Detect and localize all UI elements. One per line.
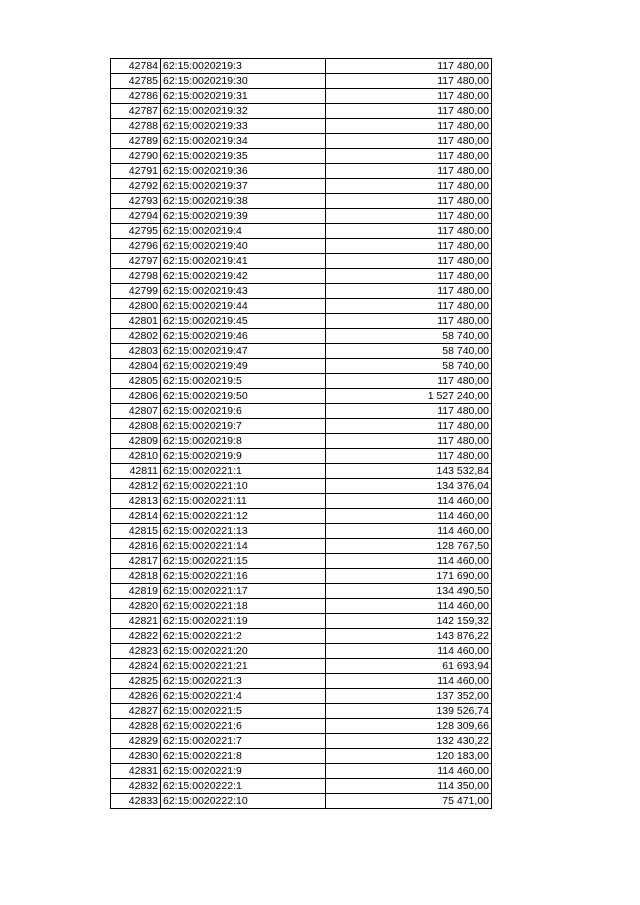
cadastral-number-cell: 62:15:0020219:4 bbox=[161, 224, 326, 239]
row-number-cell: 42812 bbox=[111, 479, 161, 494]
cadastral-number-cell: 62:15:0020219:40 bbox=[161, 239, 326, 254]
row-number-cell: 42792 bbox=[111, 179, 161, 194]
table-row bbox=[111, 524, 492, 539]
row-number-cell: 42799 bbox=[111, 284, 161, 299]
cadastral-number-cell: 62:15:0020222:10 bbox=[161, 794, 326, 809]
cadastral-number-cell: 62:15:0020221:20 bbox=[161, 644, 326, 659]
table-row bbox=[111, 449, 492, 464]
cadastral-value-cell: 117 480,00 bbox=[326, 404, 492, 419]
row-number-cell: 42816 bbox=[111, 539, 161, 554]
row-number-cell: 42814 bbox=[111, 509, 161, 524]
table-row bbox=[111, 479, 492, 494]
table-row bbox=[111, 434, 492, 449]
row-number-cell: 42824 bbox=[111, 659, 161, 674]
cadastral-number-cell: 62:15:0020221:15 bbox=[161, 554, 326, 569]
row-number-cell: 42784 bbox=[111, 59, 161, 74]
cadastral-value-cell: 128 309,66 bbox=[326, 719, 492, 734]
row-number-cell: 42821 bbox=[111, 614, 161, 629]
table-row bbox=[111, 659, 492, 674]
table-row bbox=[111, 599, 492, 614]
cadastral-value-cell: 117 480,00 bbox=[326, 164, 492, 179]
table-row bbox=[111, 284, 492, 299]
cadastral-value-cell: 143 876,22 bbox=[326, 629, 492, 644]
cadastral-number-cell: 62:15:0020219:8 bbox=[161, 434, 326, 449]
cadastral-number-cell: 62:15:0020221:12 bbox=[161, 509, 326, 524]
cadastral-number-cell: 62:15:0020219:38 bbox=[161, 194, 326, 209]
cadastral-value-cell: 117 480,00 bbox=[326, 134, 492, 149]
cadastral-number-cell: 62:15:0020219:46 bbox=[161, 329, 326, 344]
cadastral-number-cell: 62:15:0020219:50 bbox=[161, 389, 326, 404]
table-row bbox=[111, 689, 492, 704]
table-row bbox=[111, 74, 492, 89]
cadastral-value-cell: 117 480,00 bbox=[326, 194, 492, 209]
row-number-cell: 42818 bbox=[111, 569, 161, 584]
cadastral-number-cell: 62:15:0020219:31 bbox=[161, 89, 326, 104]
table-row bbox=[111, 269, 492, 284]
row-number-cell: 42817 bbox=[111, 554, 161, 569]
cadastral-number-cell: 62:15:0020222:1 bbox=[161, 779, 326, 794]
row-number-cell: 42826 bbox=[111, 689, 161, 704]
row-number-cell: 42802 bbox=[111, 329, 161, 344]
row-number-cell: 42801 bbox=[111, 314, 161, 329]
table-row bbox=[111, 179, 492, 194]
cadastral-value-cell: 117 480,00 bbox=[326, 119, 492, 134]
row-number-cell: 42823 bbox=[111, 644, 161, 659]
cadastral-number-cell: 62:15:0020219:49 bbox=[161, 359, 326, 374]
table-row bbox=[111, 194, 492, 209]
cadastral-value-cell: 117 480,00 bbox=[326, 269, 492, 284]
cadastral-value-cell: 114 460,00 bbox=[326, 554, 492, 569]
cadastral-value-cell: 114 460,00 bbox=[326, 524, 492, 539]
cadastral-value-cell: 117 480,00 bbox=[326, 74, 492, 89]
row-number-cell: 42787 bbox=[111, 104, 161, 119]
row-number-cell: 42819 bbox=[111, 584, 161, 599]
cadastral-number-cell: 62:15:0020219:47 bbox=[161, 344, 326, 359]
row-number-cell: 42811 bbox=[111, 464, 161, 479]
row-number-cell: 42828 bbox=[111, 719, 161, 734]
row-number-cell: 42808 bbox=[111, 419, 161, 434]
row-number-cell: 42809 bbox=[111, 434, 161, 449]
cadastral-number-cell: 62:15:0020219:39 bbox=[161, 209, 326, 224]
table-row bbox=[111, 104, 492, 119]
cadastral-value-cell: 58 740,00 bbox=[326, 329, 492, 344]
cadastral-value-cell: 117 480,00 bbox=[326, 239, 492, 254]
cadastral-number-cell: 62:15:0020221:11 bbox=[161, 494, 326, 509]
table-row bbox=[111, 134, 492, 149]
cadastral-value-cell: 117 480,00 bbox=[326, 434, 492, 449]
cadastral-number-cell: 62:15:0020221:2 bbox=[161, 629, 326, 644]
row-number-cell: 42803 bbox=[111, 344, 161, 359]
cadastre-value-table bbox=[110, 58, 492, 809]
table-row bbox=[111, 719, 492, 734]
cadastral-number-cell: 62:15:0020219:30 bbox=[161, 74, 326, 89]
cadastral-value-cell: 132 430,22 bbox=[326, 734, 492, 749]
row-number-cell: 42791 bbox=[111, 164, 161, 179]
table-row bbox=[111, 374, 492, 389]
row-number-cell: 42788 bbox=[111, 119, 161, 134]
cadastral-value-cell: 128 767,50 bbox=[326, 539, 492, 554]
cadastral-number-cell: 62:15:0020219:35 bbox=[161, 149, 326, 164]
cadastral-number-cell: 62:15:0020219:36 bbox=[161, 164, 326, 179]
cadastral-number-cell: 62:15:0020221:7 bbox=[161, 734, 326, 749]
table-row bbox=[111, 704, 492, 719]
row-number-cell: 42825 bbox=[111, 674, 161, 689]
cadastral-number-cell: 62:15:0020221:16 bbox=[161, 569, 326, 584]
cadastral-number-cell: 62:15:0020221:10 bbox=[161, 479, 326, 494]
row-number-cell: 42797 bbox=[111, 254, 161, 269]
cadastral-number-cell: 62:15:0020219:6 bbox=[161, 404, 326, 419]
cadastral-number-cell: 62:15:0020221:14 bbox=[161, 539, 326, 554]
table-row bbox=[111, 299, 492, 314]
table-row bbox=[111, 209, 492, 224]
row-number-cell: 42827 bbox=[111, 704, 161, 719]
table-body bbox=[111, 59, 492, 809]
cadastral-value-cell: 134 376,04 bbox=[326, 479, 492, 494]
table-row bbox=[111, 359, 492, 374]
cadastral-value-cell: 114 460,00 bbox=[326, 599, 492, 614]
cadastral-number-cell: 62:15:0020219:32 bbox=[161, 104, 326, 119]
cadastral-value-cell: 117 480,00 bbox=[326, 254, 492, 269]
cadastral-value-cell: 114 460,00 bbox=[326, 494, 492, 509]
cadastral-number-cell: 62:15:0020221:18 bbox=[161, 599, 326, 614]
cadastral-number-cell: 62:15:0020219:37 bbox=[161, 179, 326, 194]
cadastral-value-cell: 117 480,00 bbox=[326, 224, 492, 239]
table-row bbox=[111, 89, 492, 104]
cadastral-value-cell: 114 460,00 bbox=[326, 764, 492, 779]
table-row bbox=[111, 584, 492, 599]
cadastral-value-cell: 114 460,00 bbox=[326, 644, 492, 659]
cadastral-number-cell: 62:15:0020221:21 bbox=[161, 659, 326, 674]
row-number-cell: 42796 bbox=[111, 239, 161, 254]
table-row bbox=[111, 59, 492, 74]
row-number-cell: 42790 bbox=[111, 149, 161, 164]
row-number-cell: 42832 bbox=[111, 779, 161, 794]
table-row bbox=[111, 329, 492, 344]
row-number-cell: 42800 bbox=[111, 299, 161, 314]
cadastral-number-cell: 62:15:0020221:4 bbox=[161, 689, 326, 704]
cadastral-number-cell: 62:15:0020219:9 bbox=[161, 449, 326, 464]
cadastral-value-cell: 117 480,00 bbox=[326, 419, 492, 434]
row-number-cell: 42786 bbox=[111, 89, 161, 104]
cadastral-value-cell: 117 480,00 bbox=[326, 179, 492, 194]
row-number-cell: 42805 bbox=[111, 374, 161, 389]
table-row bbox=[111, 149, 492, 164]
cadastral-number-cell: 62:15:0020219:3 bbox=[161, 59, 326, 74]
row-number-cell: 42810 bbox=[111, 449, 161, 464]
table-row bbox=[111, 314, 492, 329]
table-row bbox=[111, 764, 492, 779]
table-row bbox=[111, 509, 492, 524]
table-row bbox=[111, 344, 492, 359]
cadastral-number-cell: 62:15:0020219:33 bbox=[161, 119, 326, 134]
table-row bbox=[111, 539, 492, 554]
table-row bbox=[111, 389, 492, 404]
cadastral-value-cell: 114 350,00 bbox=[326, 779, 492, 794]
row-number-cell: 42806 bbox=[111, 389, 161, 404]
cadastral-value-cell: 117 480,00 bbox=[326, 209, 492, 224]
table-row bbox=[111, 644, 492, 659]
cadastral-value-cell: 117 480,00 bbox=[326, 284, 492, 299]
cadastral-number-cell: 62:15:0020219:34 bbox=[161, 134, 326, 149]
table-row bbox=[111, 749, 492, 764]
cadastral-number-cell: 62:15:0020219:41 bbox=[161, 254, 326, 269]
cadastral-number-cell: 62:15:0020219:44 bbox=[161, 299, 326, 314]
table-row bbox=[111, 734, 492, 749]
row-number-cell: 42815 bbox=[111, 524, 161, 539]
cadastral-value-cell: 137 352,00 bbox=[326, 689, 492, 704]
cadastral-value-cell: 75 471,00 bbox=[326, 794, 492, 809]
table-row bbox=[111, 419, 492, 434]
cadastral-value-cell: 120 183,00 bbox=[326, 749, 492, 764]
cadastral-value-cell: 114 460,00 bbox=[326, 509, 492, 524]
row-number-cell: 42798 bbox=[111, 269, 161, 284]
cadastral-value-cell: 117 480,00 bbox=[326, 299, 492, 314]
table-row bbox=[111, 404, 492, 419]
cadastral-number-cell: 62:15:0020221:6 bbox=[161, 719, 326, 734]
table-row bbox=[111, 674, 492, 689]
row-number-cell: 42813 bbox=[111, 494, 161, 509]
table-row bbox=[111, 164, 492, 179]
cadastral-number-cell: 62:15:0020221:17 bbox=[161, 584, 326, 599]
cadastral-value-cell: 171 690,00 bbox=[326, 569, 492, 584]
table-row bbox=[111, 629, 492, 644]
row-number-cell: 42831 bbox=[111, 764, 161, 779]
cadastral-value-cell: 117 480,00 bbox=[326, 314, 492, 329]
cadastral-number-cell: 62:15:0020219:45 bbox=[161, 314, 326, 329]
cadastral-value-cell: 142 159,32 bbox=[326, 614, 492, 629]
row-number-cell: 42822 bbox=[111, 629, 161, 644]
row-number-cell: 42785 bbox=[111, 74, 161, 89]
row-number-cell: 42795 bbox=[111, 224, 161, 239]
table-row bbox=[111, 614, 492, 629]
row-number-cell: 42820 bbox=[111, 599, 161, 614]
row-number-cell: 42793 bbox=[111, 194, 161, 209]
cadastral-number-cell: 62:15:0020221:3 bbox=[161, 674, 326, 689]
row-number-cell: 42794 bbox=[111, 209, 161, 224]
cadastral-value-cell: 1 527 240,00 bbox=[326, 389, 492, 404]
table-row bbox=[111, 494, 492, 509]
cadastral-value-cell: 117 480,00 bbox=[326, 59, 492, 74]
table-row bbox=[111, 779, 492, 794]
cadastral-number-cell: 62:15:0020221:8 bbox=[161, 749, 326, 764]
cadastral-value-cell: 58 740,00 bbox=[326, 344, 492, 359]
cadastral-number-cell: 62:15:0020221:5 bbox=[161, 704, 326, 719]
cadastral-number-cell: 62:15:0020221:19 bbox=[161, 614, 326, 629]
table-row bbox=[111, 569, 492, 584]
table-row bbox=[111, 794, 492, 809]
cadastral-number-cell: 62:15:0020219:5 bbox=[161, 374, 326, 389]
row-number-cell: 42830 bbox=[111, 749, 161, 764]
cadastral-number-cell: 62:15:0020221:1 bbox=[161, 464, 326, 479]
row-number-cell: 42804 bbox=[111, 359, 161, 374]
cadastral-number-cell: 62:15:0020219:7 bbox=[161, 419, 326, 434]
row-number-cell: 42789 bbox=[111, 134, 161, 149]
cadastral-number-cell: 62:15:0020221:13 bbox=[161, 524, 326, 539]
cadastral-number-cell: 62:15:0020219:42 bbox=[161, 269, 326, 284]
row-number-cell: 42829 bbox=[111, 734, 161, 749]
cadastral-value-cell: 117 480,00 bbox=[326, 374, 492, 389]
table-row bbox=[111, 239, 492, 254]
table-row bbox=[111, 119, 492, 134]
cadastral-value-cell: 117 480,00 bbox=[326, 149, 492, 164]
cadastral-value-cell: 114 460,00 bbox=[326, 674, 492, 689]
cadastral-value-cell: 117 480,00 bbox=[326, 104, 492, 119]
cadastral-value-cell: 61 693,94 bbox=[326, 659, 492, 674]
cadastral-value-cell: 139 526,74 bbox=[326, 704, 492, 719]
row-number-cell: 42833 bbox=[111, 794, 161, 809]
table-row bbox=[111, 554, 492, 569]
cadastral-value-cell: 58 740,00 bbox=[326, 359, 492, 374]
cadastral-number-cell: 62:15:0020221:9 bbox=[161, 764, 326, 779]
cadastral-value-cell: 117 480,00 bbox=[326, 449, 492, 464]
table-row bbox=[111, 464, 492, 479]
cadastral-value-cell: 134 490,50 bbox=[326, 584, 492, 599]
row-number-cell: 42807 bbox=[111, 404, 161, 419]
cadastral-number-cell: 62:15:0020219:43 bbox=[161, 284, 326, 299]
cadastral-value-cell: 143 532,84 bbox=[326, 464, 492, 479]
table-row bbox=[111, 224, 492, 239]
table-row bbox=[111, 254, 492, 269]
cadastral-value-cell: 117 480,00 bbox=[326, 89, 492, 104]
